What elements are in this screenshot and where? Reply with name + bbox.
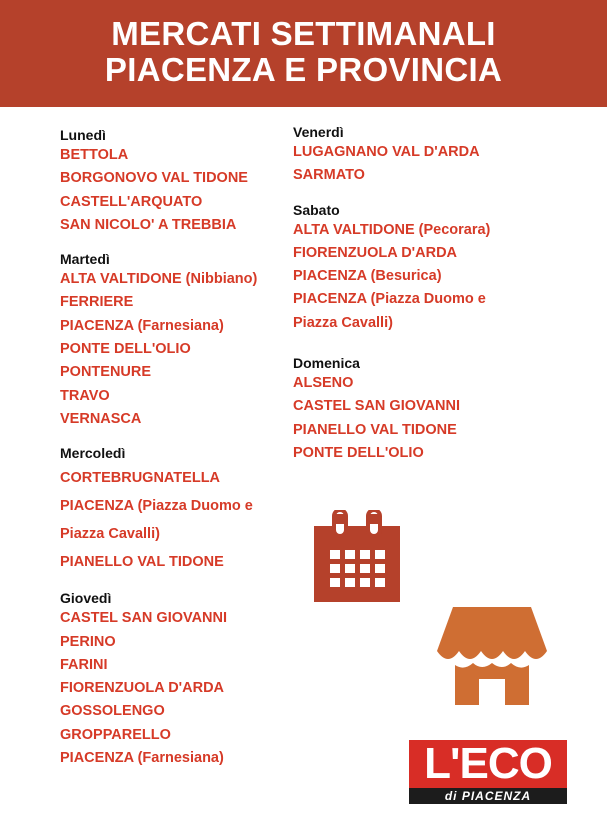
town-item: PIACENZA (Piazza Duomo e bbox=[60, 498, 253, 515]
day-block-mercoledi bbox=[60, 445, 257, 576]
day-block-sabato bbox=[293, 202, 490, 335]
right-column bbox=[293, 124, 490, 479]
town-item: PIANELLO VAL TIDONE bbox=[293, 421, 457, 438]
title-line-2: PIACENZA E PROVINCIA bbox=[104, 51, 503, 88]
day-label: Sabato bbox=[293, 201, 340, 218]
town-item: VERNASCA bbox=[60, 410, 142, 427]
town-item: PONTE DELL'OLIO bbox=[60, 341, 191, 358]
town-item: FIORENZUOLA D'ARDA bbox=[60, 680, 225, 697]
page-header bbox=[0, 0, 607, 107]
town-item: ALTA VALTIDONE (Pecorara) bbox=[293, 221, 491, 238]
day-block-venerdi bbox=[293, 124, 490, 188]
town-item: BORGONOVO VAL TIDONE bbox=[60, 170, 248, 187]
town-item: Piazza Cavalli) bbox=[293, 314, 393, 331]
leco-logo bbox=[409, 740, 567, 804]
town-item: ALTA VALTIDONE (Nibbiano) bbox=[60, 271, 258, 288]
left-column bbox=[60, 127, 257, 784]
day-block-lunedi bbox=[60, 127, 257, 237]
town-item: FARINI bbox=[60, 656, 108, 673]
town-item: FERRIERE bbox=[60, 294, 134, 311]
town-item: SARMATO bbox=[293, 167, 365, 184]
day-label: Lunedì bbox=[60, 127, 106, 143]
town-item: LUGAGNANO VAL D'ARDA bbox=[293, 144, 480, 160]
town-item: ALSENO bbox=[293, 375, 354, 392]
town-item: PERINO bbox=[60, 633, 116, 650]
day-block-domenica bbox=[293, 355, 490, 465]
town-item: TRAVO bbox=[60, 387, 110, 404]
logo-sub-text: di PIACENZA bbox=[409, 788, 567, 804]
day-label: Venerdì bbox=[293, 124, 344, 140]
day-block-giovedi bbox=[60, 590, 257, 770]
town-item: SAN NICOLO' A TREBBIA bbox=[60, 216, 237, 233]
town-item: PIANELLO VAL TIDONE bbox=[60, 554, 224, 571]
town-item: PONTE DELL'OLIO bbox=[293, 444, 424, 461]
day-block-martedi bbox=[60, 251, 257, 431]
day-label: Giovedì bbox=[60, 590, 112, 607]
town-item: PIACENZA (Piazza Duomo e bbox=[293, 291, 486, 308]
town-item: BETTOLA bbox=[60, 147, 129, 163]
town-item: CASTELL'ARQUATO bbox=[60, 193, 203, 210]
day-label: Martedì bbox=[60, 251, 110, 268]
logo-main-text: L'ECO bbox=[409, 740, 567, 788]
market-stall-icon bbox=[437, 607, 547, 710]
day-label: Mercoledì bbox=[60, 445, 126, 462]
town-item: PIACENZA (Farnesiana) bbox=[60, 750, 224, 767]
town-item: Piazza Cavalli) bbox=[60, 526, 160, 543]
town-item: GROPPARELLO bbox=[60, 726, 171, 743]
town-item: PIACENZA (Farnesiana) bbox=[60, 317, 224, 334]
day-label: Domenica bbox=[293, 355, 360, 372]
town-item: FIORENZUOLA D'ARDA bbox=[293, 244, 458, 261]
town-item: CORTEBRUGNATELLA bbox=[60, 470, 221, 487]
town-item: CASTEL SAN GIOVANNI bbox=[293, 398, 461, 415]
calendar-icon bbox=[314, 510, 400, 607]
town-item: PONTENURE bbox=[60, 364, 152, 381]
town-item: GOSSOLENGO bbox=[60, 703, 165, 720]
town-item: PIACENZA (Besurica) bbox=[293, 268, 442, 285]
title-line-1: MERCATI SETTIMANALI bbox=[111, 15, 496, 52]
town-item: CASTEL SAN GIOVANNI bbox=[60, 610, 228, 627]
